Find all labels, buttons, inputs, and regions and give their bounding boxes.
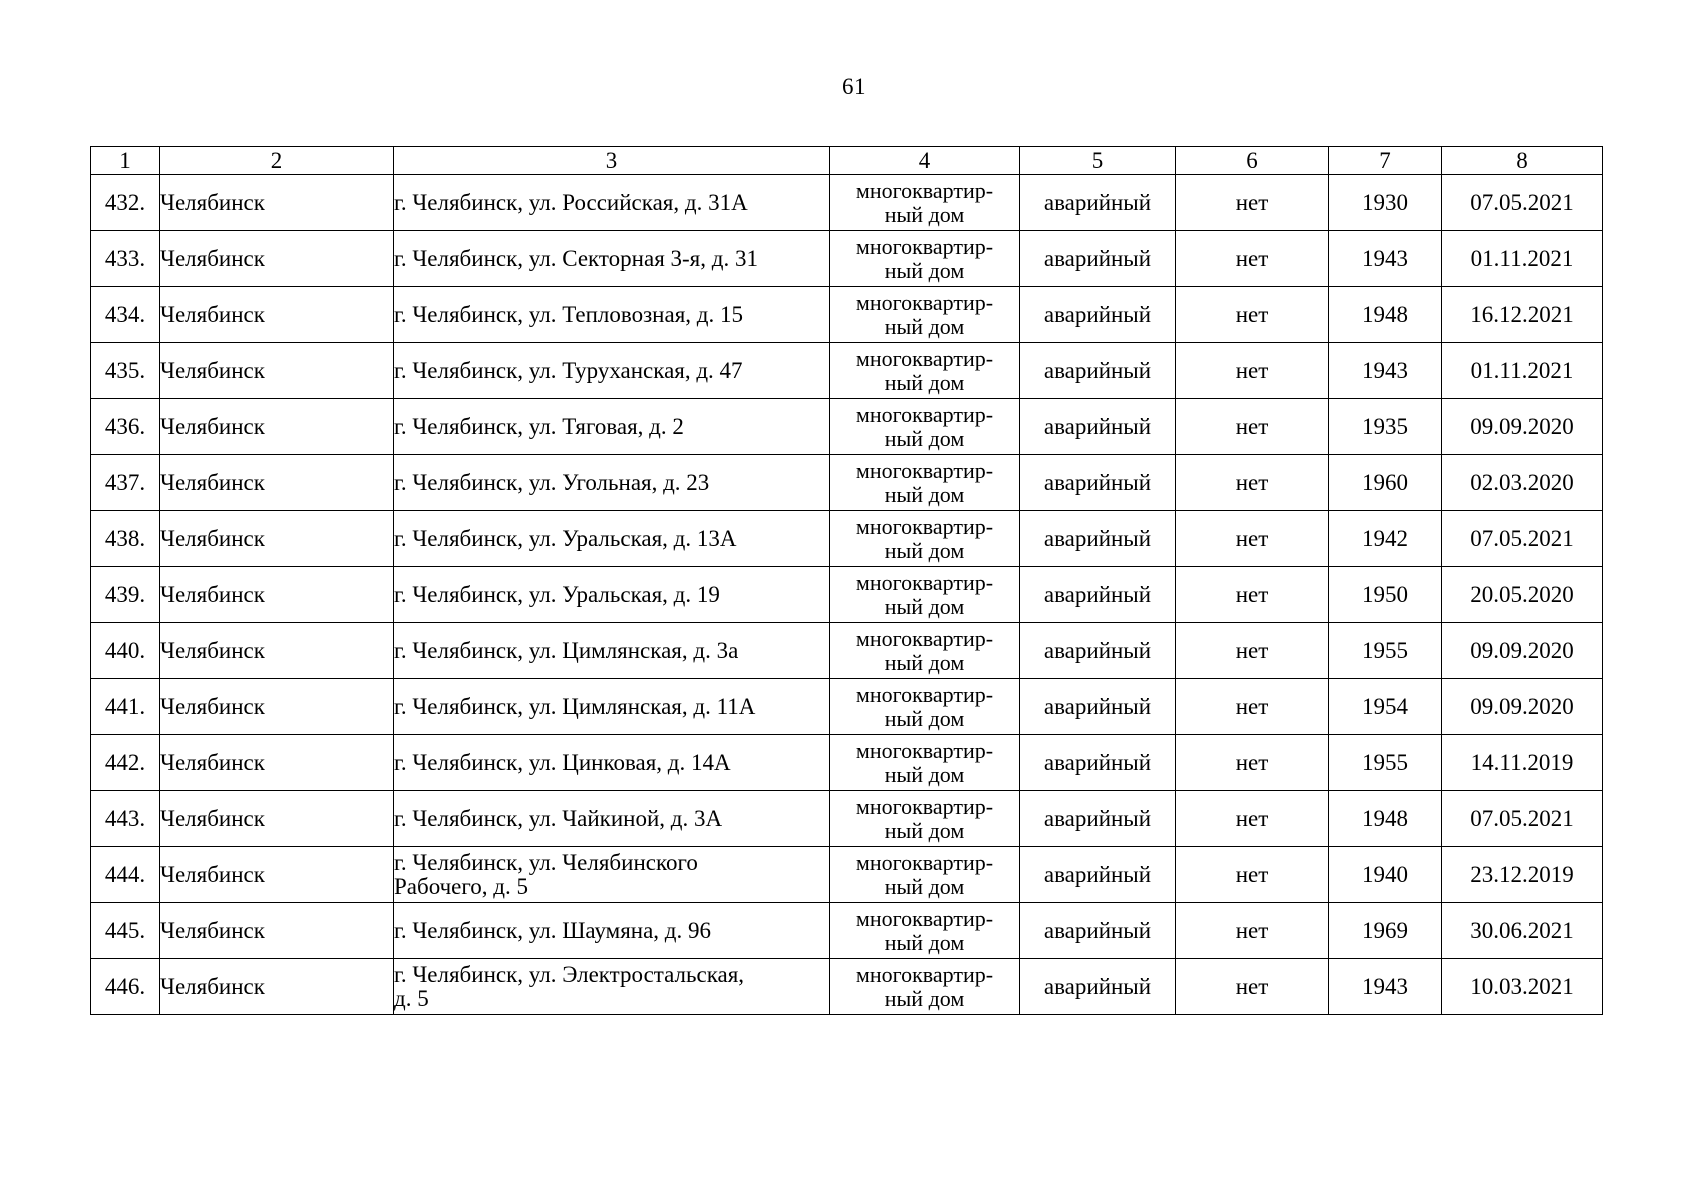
year-cell: 1948 — [1329, 287, 1442, 343]
date-cell: 30.06.2021 — [1442, 903, 1603, 959]
date-cell: 10.03.2021 — [1442, 959, 1603, 1015]
date-cell: 20.05.2020 — [1442, 567, 1603, 623]
column-header-8: 8 — [1442, 147, 1603, 175]
city-cell: Челябинск — [160, 791, 394, 847]
flag-cell: нет — [1176, 959, 1329, 1015]
date-cell: 01.11.2021 — [1442, 343, 1603, 399]
building-type-line: ный дом — [884, 817, 965, 843]
address-cell — [394, 679, 830, 735]
flag-cell: нет — [1176, 567, 1329, 623]
flag-cell: нет — [1176, 343, 1329, 399]
date-cell: 16.12.2021 — [1442, 287, 1603, 343]
city-cell: Челябинск — [160, 903, 394, 959]
address-cell — [394, 455, 830, 511]
building-type-line: ный дом — [884, 705, 965, 731]
address-cell — [394, 791, 830, 847]
table-row — [91, 343, 1603, 399]
building-type-line: многоквартир- — [855, 569, 994, 595]
flag-cell: нет — [1176, 455, 1329, 511]
city-cell: Челябинск — [160, 623, 394, 679]
flag-cell: нет — [1176, 791, 1329, 847]
row-number-cell: 442. — [91, 735, 160, 791]
year-cell: 1942 — [1329, 511, 1442, 567]
address-cell — [394, 511, 830, 567]
row-number-cell: 440. — [91, 623, 160, 679]
table-row — [91, 567, 1603, 623]
header-row — [91, 147, 1603, 175]
condition-cell: аварийный — [1020, 455, 1176, 511]
address-line: г. Челябинск, ул. Российская, д. 31А — [394, 189, 748, 215]
date-cell: 02.03.2020 — [1442, 455, 1603, 511]
year-cell: 1948 — [1329, 791, 1442, 847]
condition-cell: аварийный — [1020, 343, 1176, 399]
date-cell: 07.05.2021 — [1442, 175, 1603, 231]
address-line: г. Челябинск, ул. Челябинского — [394, 849, 698, 875]
building-type-line: ный дом — [884, 873, 965, 899]
year-cell: 1960 — [1329, 455, 1442, 511]
condition-cell: аварийный — [1020, 567, 1176, 623]
building-type-line: ный дом — [884, 257, 965, 283]
address-cell — [394, 735, 830, 791]
column-header-7: 7 — [1329, 147, 1442, 175]
address-line: г. Челябинск, ул. Туруханская, д. 47 — [394, 357, 743, 383]
address-line: г. Челябинск, ул. Электростальская, — [394, 961, 745, 987]
building-type-line: многоквартир- — [855, 849, 994, 875]
address-cell — [394, 287, 830, 343]
date-cell: 23.12.2019 — [1442, 847, 1603, 903]
row-number-cell: 441. — [91, 679, 160, 735]
building-type-line: многоквартир- — [855, 513, 994, 539]
year-cell: 1935 — [1329, 399, 1442, 455]
address-cell — [394, 903, 830, 959]
year-cell: 1955 — [1329, 623, 1442, 679]
column-header-5: 5 — [1020, 147, 1176, 175]
building-type-cell — [830, 735, 1020, 791]
column-header-3: 3 — [394, 147, 830, 175]
table-header — [91, 147, 1603, 175]
building-type-cell — [830, 791, 1020, 847]
building-type-cell — [830, 399, 1020, 455]
date-cell: 09.09.2020 — [1442, 623, 1603, 679]
date-cell: 09.09.2020 — [1442, 679, 1603, 735]
address-line: д. 5 — [394, 985, 429, 1011]
city-cell: Челябинск — [160, 231, 394, 287]
table-row — [91, 231, 1603, 287]
year-cell: 1954 — [1329, 679, 1442, 735]
row-number-cell: 432. — [91, 175, 160, 231]
building-type-line: ный дом — [884, 985, 965, 1011]
address-cell — [394, 567, 830, 623]
table-body — [91, 175, 1603, 1015]
year-cell: 1943 — [1329, 959, 1442, 1015]
condition-cell: аварийный — [1020, 175, 1176, 231]
table-row — [91, 679, 1603, 735]
address-line: г. Челябинск, ул. Тяговая, д. 2 — [394, 413, 684, 439]
building-type-line: ный дом — [884, 481, 965, 507]
table-row — [91, 455, 1603, 511]
address-cell — [394, 959, 830, 1015]
building-type-line: многоквартир- — [855, 961, 994, 987]
building-type-line: многоквартир- — [855, 737, 994, 763]
building-type-line: многоквартир- — [855, 289, 994, 315]
address-line: Рабочего, д. 5 — [394, 873, 528, 899]
condition-cell: аварийный — [1020, 623, 1176, 679]
date-cell: 07.05.2021 — [1442, 791, 1603, 847]
building-type-line: многоквартир- — [855, 457, 994, 483]
building-type-line: многоквартир- — [855, 793, 994, 819]
building-type-line: ный дом — [884, 761, 965, 787]
flag-cell: нет — [1176, 847, 1329, 903]
city-cell: Челябинск — [160, 455, 394, 511]
building-type-line: ный дом — [884, 537, 965, 563]
flag-cell: нет — [1176, 903, 1329, 959]
row-number-cell: 439. — [91, 567, 160, 623]
row-number-cell: 446. — [91, 959, 160, 1015]
building-type-line: ный дом — [884, 313, 965, 339]
address-cell — [394, 847, 830, 903]
building-type-line: многоквартир- — [855, 233, 994, 259]
date-cell: 01.11.2021 — [1442, 231, 1603, 287]
building-type-line: многоквартир- — [855, 177, 994, 203]
row-number-cell: 443. — [91, 791, 160, 847]
page-number — [0, 74, 1698, 100]
flag-cell: нет — [1176, 623, 1329, 679]
building-type-line: ный дом — [884, 929, 965, 955]
building-type-cell — [830, 287, 1020, 343]
emergency-housing-table — [90, 146, 1603, 1015]
building-type-line: многоквартир- — [855, 625, 994, 651]
flag-cell: нет — [1176, 399, 1329, 455]
condition-cell: аварийный — [1020, 959, 1176, 1015]
year-cell: 1943 — [1329, 343, 1442, 399]
city-cell: Челябинск — [160, 511, 394, 567]
condition-cell: аварийный — [1020, 399, 1176, 455]
year-cell: 1955 — [1329, 735, 1442, 791]
address-cell — [394, 399, 830, 455]
building-type-line: многоквартир- — [855, 401, 994, 427]
building-type-cell — [830, 175, 1020, 231]
year-cell: 1969 — [1329, 903, 1442, 959]
table-row — [91, 175, 1603, 231]
flag-cell: нет — [1176, 511, 1329, 567]
address-line: г. Челябинск, ул. Тепловозная, д. 15 — [394, 301, 743, 327]
address-cell — [394, 343, 830, 399]
building-type-line: многоквартир- — [855, 681, 994, 707]
condition-cell: аварийный — [1020, 287, 1176, 343]
flag-cell: нет — [1176, 679, 1329, 735]
address-cell — [394, 231, 830, 287]
row-number-cell: 445. — [91, 903, 160, 959]
row-number-cell: 435. — [91, 343, 160, 399]
table-row — [91, 847, 1603, 903]
address-line: г. Челябинск, ул. Чайкиной, д. 3А — [394, 805, 723, 831]
building-type-cell — [830, 511, 1020, 567]
column-header-4: 4 — [830, 147, 1020, 175]
city-cell: Челябинск — [160, 735, 394, 791]
building-type-cell — [830, 623, 1020, 679]
row-number-cell: 433. — [91, 231, 160, 287]
table-row — [91, 399, 1603, 455]
row-number-cell: 434. — [91, 287, 160, 343]
column-header-1: 1 — [91, 147, 160, 175]
condition-cell: аварийный — [1020, 903, 1176, 959]
column-header-2: 2 — [160, 147, 394, 175]
address-line: г. Челябинск, ул. Уральская, д. 19 — [394, 581, 720, 607]
address-line: г. Челябинск, ул. Угольная, д. 23 — [394, 469, 710, 495]
row-number-cell: 436. — [91, 399, 160, 455]
building-type-line: ный дом — [884, 369, 965, 395]
flag-cell: нет — [1176, 735, 1329, 791]
year-cell: 1950 — [1329, 567, 1442, 623]
address-cell — [394, 175, 830, 231]
building-type-cell — [830, 679, 1020, 735]
city-cell: Челябинск — [160, 847, 394, 903]
building-type-line: ный дом — [884, 425, 965, 451]
date-cell: 07.05.2021 — [1442, 511, 1603, 567]
year-cell: 1930 — [1329, 175, 1442, 231]
building-type-cell — [830, 903, 1020, 959]
condition-cell: аварийный — [1020, 791, 1176, 847]
building-type-cell — [830, 959, 1020, 1015]
city-cell: Челябинск — [160, 343, 394, 399]
city-cell: Челябинск — [160, 567, 394, 623]
flag-cell: нет — [1176, 287, 1329, 343]
address-line: г. Челябинск, ул. Шаумяна, д. 96 — [394, 917, 712, 943]
table-row — [91, 903, 1603, 959]
table-row — [91, 511, 1603, 567]
condition-cell: аварийный — [1020, 735, 1176, 791]
condition-cell: аварийный — [1020, 679, 1176, 735]
date-cell: 14.11.2019 — [1442, 735, 1603, 791]
building-type-cell — [830, 455, 1020, 511]
city-cell: Челябинск — [160, 679, 394, 735]
building-type-cell — [830, 847, 1020, 903]
building-type-line: ный дом — [884, 201, 965, 227]
building-type-line: ный дом — [884, 593, 965, 619]
condition-cell: аварийный — [1020, 511, 1176, 567]
building-type-cell — [830, 231, 1020, 287]
address-line: г. Челябинск, ул. Цимлянская, д. 3а — [394, 637, 739, 663]
page-number-text: 61 — [842, 74, 866, 99]
address-cell — [394, 623, 830, 679]
address-line: г. Челябинск, ул. Уральская, д. 13А — [394, 525, 737, 551]
table-row — [91, 959, 1603, 1015]
row-number-cell: 437. — [91, 455, 160, 511]
date-cell: 09.09.2020 — [1442, 399, 1603, 455]
address-line: г. Челябинск, ул. Цинковая, д. 14А — [394, 749, 731, 775]
condition-cell: аварийный — [1020, 847, 1176, 903]
column-header-6: 6 — [1176, 147, 1329, 175]
flag-cell: нет — [1176, 175, 1329, 231]
address-line: г. Челябинск, ул. Цимлянская, д. 11А — [394, 693, 756, 719]
table-row — [91, 791, 1603, 847]
building-type-line: многоквартир- — [855, 905, 994, 931]
address-line: г. Челябинск, ул. Секторная 3-я, д. 31 — [394, 245, 758, 271]
building-type-cell — [830, 343, 1020, 399]
building-type-cell — [830, 567, 1020, 623]
flag-cell: нет — [1176, 231, 1329, 287]
building-type-line: ный дом — [884, 649, 965, 675]
year-cell: 1943 — [1329, 231, 1442, 287]
table-row — [91, 623, 1603, 679]
condition-cell: аварийный — [1020, 231, 1176, 287]
year-cell: 1940 — [1329, 847, 1442, 903]
table-row — [91, 735, 1603, 791]
city-cell: Челябинск — [160, 287, 394, 343]
row-number-cell: 444. — [91, 847, 160, 903]
city-cell: Челябинск — [160, 959, 394, 1015]
city-cell: Челябинск — [160, 175, 394, 231]
building-type-line: многоквартир- — [855, 345, 994, 371]
table-row — [91, 287, 1603, 343]
city-cell: Челябинск — [160, 399, 394, 455]
row-number-cell: 438. — [91, 511, 160, 567]
